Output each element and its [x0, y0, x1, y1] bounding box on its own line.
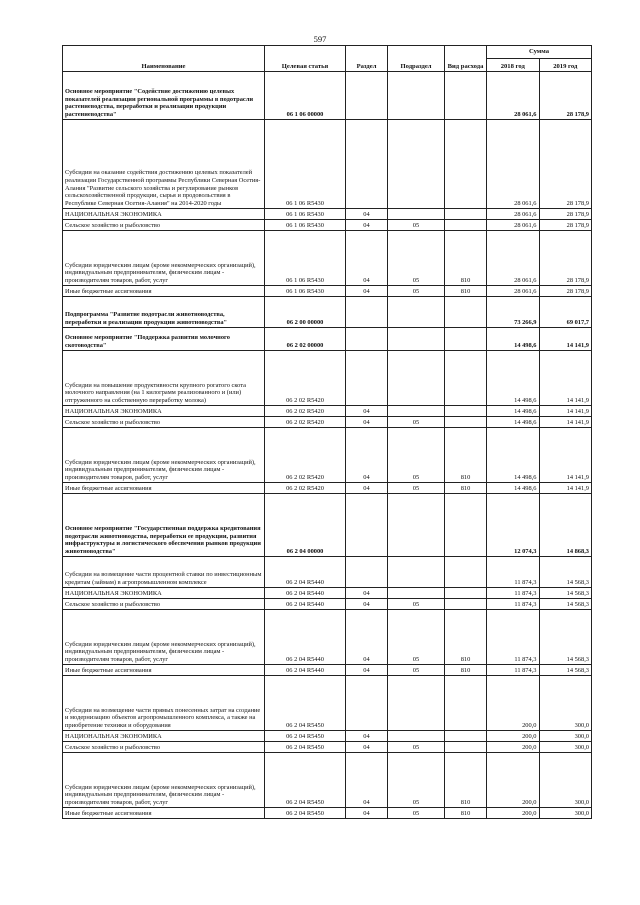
row-expense-type: [445, 676, 487, 731]
row-expense-type: [445, 406, 487, 417]
row-section: [346, 557, 388, 588]
row-target-code: 06 2 02 R5420: [265, 406, 346, 417]
row-amount-2019: 300,0: [539, 808, 592, 819]
row-name: Субсидии на возмещение части прямых понесенных затрат на создание и модернизацию объектов агропромышленного комплекса, а также на приобретение техники и оборудования: [63, 676, 265, 731]
row-target-code: 06 2 04 R5450: [265, 808, 346, 819]
row-name: НАЦИОНАЛЬНАЯ ЭКОНОМИКА: [63, 209, 265, 220]
header-sum: Сумма: [487, 46, 592, 59]
table-row: [63, 676, 592, 731]
row-amount-2018: 28 061,6: [487, 231, 540, 286]
header-year-2019: 2019 год: [539, 59, 592, 72]
row-section: 04: [346, 742, 388, 753]
row-subsection: 05: [388, 286, 445, 297]
row-subsection: 05: [388, 483, 445, 494]
row-amount-2019: 14 568,3: [539, 665, 592, 676]
row-expense-type: [445, 417, 487, 428]
row-target-code: 06 1 06 R5430: [265, 209, 346, 220]
row-section: 04: [346, 428, 388, 483]
row-name: Субсидии юридическим лицам (кроме некоммерческих организаций), индивидуальным предпринимателям, физическим лицам - производителям товаров, работ, услуг: [63, 610, 265, 665]
row-name: Иные бюджетные ассигнования: [63, 665, 265, 676]
row-target-code: 06 1 06 R5430: [265, 220, 346, 231]
header-section: Раздел: [346, 46, 388, 72]
row-expense-type: [445, 742, 487, 753]
row-section: [346, 297, 388, 328]
row-subsection: [388, 297, 445, 328]
row-amount-2018: 14 498,6: [487, 328, 540, 351]
row-expense-type: 810: [445, 808, 487, 819]
table-row: [63, 588, 592, 599]
row-target-code: 06 2 02 R5420: [265, 428, 346, 483]
row-expense-type: 810: [445, 428, 487, 483]
budget-table: [62, 45, 592, 819]
row-section: [346, 72, 388, 120]
row-target-code: 06 1 06 R5430: [265, 231, 346, 286]
row-expense-type: [445, 731, 487, 742]
row-subsection: [388, 731, 445, 742]
row-expense-type: [445, 599, 487, 610]
row-section: 04: [346, 599, 388, 610]
row-subsection: [388, 588, 445, 599]
row-target-code: 06 2 02 R5420: [265, 351, 346, 406]
table-row: [63, 494, 592, 557]
row-amount-2019: 14 141,9: [539, 328, 592, 351]
row-name: НАЦИОНАЛЬНАЯ ЭКОНОМИКА: [63, 731, 265, 742]
table-row: [63, 483, 592, 494]
row-amount-2019: 69 017,7: [539, 297, 592, 328]
row-target-code: 06 2 04 R5440: [265, 588, 346, 599]
row-amount-2018: 14 498,6: [487, 428, 540, 483]
row-amount-2019: 14 141,9: [539, 406, 592, 417]
row-target-code: 06 2 04 R5440: [265, 599, 346, 610]
row-section: 04: [346, 231, 388, 286]
row-section: 04: [346, 406, 388, 417]
row-amount-2018: 12 074,3: [487, 494, 540, 557]
row-section: 04: [346, 483, 388, 494]
row-amount-2019: 14 141,9: [539, 483, 592, 494]
row-subsection: [388, 351, 445, 406]
row-subsection: [388, 676, 445, 731]
row-amount-2019: 28 178,9: [539, 120, 592, 209]
row-target-code: 06 1 06 R5430: [265, 286, 346, 297]
row-amount-2018: 11 874,3: [487, 599, 540, 610]
row-subsection: [388, 209, 445, 220]
row-amount-2019: 28 178,9: [539, 209, 592, 220]
table-row: [63, 297, 592, 328]
row-name: Иные бюджетные ассигнования: [63, 808, 265, 819]
row-expense-type: [445, 209, 487, 220]
row-section: 04: [346, 753, 388, 808]
table-row: [63, 209, 592, 220]
row-subsection: 05: [388, 665, 445, 676]
row-name: Сельское хозяйство и рыболовство: [63, 220, 265, 231]
table-body: [63, 72, 592, 819]
table-header: [63, 46, 592, 72]
row-amount-2018: 28 061,6: [487, 209, 540, 220]
row-name: Основное мероприятие "Содействие достижению целевых показателей реализации региональной программы в подотрасли растениеводства, переработки и реализации продукции растениеводства": [63, 72, 265, 120]
row-name: Подпрограмма "Развитие подотрасли животноводства, переработки и реализации продукции животноводства": [63, 297, 265, 328]
row-target-code: 06 1 06 00000: [265, 72, 346, 120]
row-subsection: 05: [388, 808, 445, 819]
row-expense-type: 810: [445, 231, 487, 286]
row-expense-type: 810: [445, 610, 487, 665]
row-target-code: 06 2 04 R5450: [265, 731, 346, 742]
row-subsection: 05: [388, 231, 445, 286]
row-section: [346, 328, 388, 351]
row-amount-2018: 14 498,6: [487, 483, 540, 494]
row-amount-2018: 14 498,6: [487, 406, 540, 417]
row-amount-2018: 200,0: [487, 808, 540, 819]
row-expense-type: 810: [445, 753, 487, 808]
row-amount-2018: 28 061,6: [487, 286, 540, 297]
row-target-code: 06 2 04 R5450: [265, 742, 346, 753]
row-subsection: 05: [388, 220, 445, 231]
row-section: 04: [346, 610, 388, 665]
page-number: 597: [313, 34, 327, 44]
row-section: 04: [346, 209, 388, 220]
row-subsection: [388, 494, 445, 557]
row-amount-2018: 200,0: [487, 676, 540, 731]
row-name: Субсидии юридическим лицам (кроме некоммерческих организаций), индивидуальным предпринимателям, физическим лицам - производителям товаров, работ, услуг: [63, 231, 265, 286]
table-row: [63, 557, 592, 588]
row-subsection: 05: [388, 610, 445, 665]
row-name: Сельское хозяйство и рыболовство: [63, 417, 265, 428]
header-name: Наименование: [63, 46, 265, 72]
row-target-code: 06 2 02 R5420: [265, 483, 346, 494]
row-subsection: 05: [388, 742, 445, 753]
table-row: [63, 406, 592, 417]
row-section: 04: [346, 731, 388, 742]
row-target-code: 06 1 06 R5430: [265, 120, 346, 209]
row-amount-2019: 300,0: [539, 676, 592, 731]
row-expense-type: [445, 328, 487, 351]
row-subsection: [388, 557, 445, 588]
table-row: [63, 417, 592, 428]
row-expense-type: [445, 120, 487, 209]
row-amount-2018: 11 874,3: [487, 557, 540, 588]
header-target: Целевая статья: [265, 46, 346, 72]
table-row: [63, 610, 592, 665]
row-amount-2019: 14 868,3: [539, 494, 592, 557]
row-amount-2018: 28 061,6: [487, 220, 540, 231]
row-amount-2019: 14 141,9: [539, 417, 592, 428]
row-section: 04: [346, 665, 388, 676]
row-amount-2018: 28 061,6: [487, 72, 540, 120]
row-name: Иные бюджетные ассигнования: [63, 286, 265, 297]
table-row: [63, 428, 592, 483]
table-row: [63, 808, 592, 819]
row-expense-type: [445, 557, 487, 588]
row-target-code: 06 2 00 00000: [265, 297, 346, 328]
table-row: [63, 753, 592, 808]
row-amount-2019: 28 178,9: [539, 286, 592, 297]
row-target-code: 06 2 04 R5440: [265, 610, 346, 665]
table-row: [63, 231, 592, 286]
row-expense-type: [445, 494, 487, 557]
row-name: Основное мероприятие "Поддержка развития молочного скотоводства": [63, 328, 265, 351]
row-section: 04: [346, 588, 388, 599]
row-amount-2018: 200,0: [487, 731, 540, 742]
row-expense-type: [445, 220, 487, 231]
row-target-code: 06 2 02 R5420: [265, 417, 346, 428]
header-expense-type: Вид расхода: [445, 46, 487, 72]
row-expense-type: 810: [445, 483, 487, 494]
row-section: 04: [346, 220, 388, 231]
row-section: [346, 676, 388, 731]
row-section: [346, 494, 388, 557]
table-row: [63, 72, 592, 120]
table-row: [63, 328, 592, 351]
row-name: Субсидии юридическим лицам (кроме некоммерческих организаций), индивидуальным предпринимателям, физическим лицам - производителям товаров, работ, услуг: [63, 753, 265, 808]
row-amount-2019: 14 568,3: [539, 599, 592, 610]
row-subsection: [388, 72, 445, 120]
row-amount-2019: 14 568,3: [539, 588, 592, 599]
row-subsection: [388, 406, 445, 417]
row-subsection: 05: [388, 417, 445, 428]
row-target-code: 06 2 04 R5450: [265, 753, 346, 808]
row-subsection: 05: [388, 753, 445, 808]
row-name: Иные бюджетные ассигнования: [63, 483, 265, 494]
row-amount-2018: 11 874,3: [487, 588, 540, 599]
row-amount-2019: 14 568,3: [539, 557, 592, 588]
row-section: [346, 351, 388, 406]
header-subsection: Подраздел: [388, 46, 445, 72]
table-row: [63, 220, 592, 231]
row-amount-2018: 11 874,3: [487, 665, 540, 676]
row-subsection: 05: [388, 599, 445, 610]
row-expense-type: [445, 72, 487, 120]
row-section: 04: [346, 417, 388, 428]
row-subsection: [388, 328, 445, 351]
row-name: Субсидии на оказание содействия достижению целевых показателей реализации Государственной программы Республики Северная Осетия-Алания "Развитие сельского хозяйства и регулирование рынков сельскохозяйственной продукции, сырья и продовольствия в Республике Северная Осетия-Алания" на 2014-2020 годы: [63, 120, 265, 209]
row-name: Сельское хозяйство и рыболовство: [63, 742, 265, 753]
table-row: [63, 599, 592, 610]
row-subsection: 05: [388, 428, 445, 483]
row-name: Субсидии на возмещение части процентной ставки по инвестиционным кредитам (займам) в агропромышленном комплексе: [63, 557, 265, 588]
row-amount-2018: 14 498,6: [487, 351, 540, 406]
row-amount-2018: 28 061,6: [487, 120, 540, 209]
row-target-code: 06 2 04 R5450: [265, 676, 346, 731]
row-name: Основное мероприятие "Государственная поддержка кредитования подотрасли животноводства, переработки ее продукции, развития инфраструктуры и логистического обеспечения рынков продукции животноводства": [63, 494, 265, 557]
header-year-2018: 2018 год: [487, 59, 540, 72]
row-amount-2019: 14 568,3: [539, 610, 592, 665]
row-amount-2019: 28 178,9: [539, 220, 592, 231]
row-expense-type: 810: [445, 286, 487, 297]
row-expense-type: 810: [445, 665, 487, 676]
row-amount-2018: 200,0: [487, 753, 540, 808]
row-amount-2019: 300,0: [539, 742, 592, 753]
table-row: [63, 286, 592, 297]
row-name: Субсидии юридическим лицам (кроме некоммерческих организаций), индивидуальным предпринимателям, физическим лицам - производителям товаров, работ, услуг: [63, 428, 265, 483]
row-amount-2019: 300,0: [539, 731, 592, 742]
row-amount-2019: 300,0: [539, 753, 592, 808]
row-amount-2019: 28 178,9: [539, 72, 592, 120]
table-row: [63, 120, 592, 209]
row-target-code: 06 2 04 R5440: [265, 665, 346, 676]
row-section: [346, 120, 388, 209]
row-target-code: 06 2 04 00000: [265, 494, 346, 557]
row-amount-2019: 28 178,9: [539, 231, 592, 286]
row-section: 04: [346, 808, 388, 819]
row-amount-2018: 14 498,6: [487, 417, 540, 428]
row-expense-type: [445, 351, 487, 406]
row-target-code: 06 2 02 00000: [265, 328, 346, 351]
row-name: Субсидии на повышение продуктивности крупного рогатого скота молочного направления (на 1 килограмм реализованного и (или) отгруженного на собственную переработку молока): [63, 351, 265, 406]
row-name: НАЦИОНАЛЬНАЯ ЭКОНОМИКА: [63, 588, 265, 599]
row-target-code: 06 2 04 R5440: [265, 557, 346, 588]
row-amount-2019: 14 141,9: [539, 351, 592, 406]
table-row: [63, 665, 592, 676]
row-expense-type: [445, 588, 487, 599]
row-section: 04: [346, 286, 388, 297]
row-amount-2019: 14 141,9: [539, 428, 592, 483]
table-row: [63, 731, 592, 742]
row-amount-2018: 11 874,3: [487, 610, 540, 665]
row-expense-type: [445, 297, 487, 328]
row-name: НАЦИОНАЛЬНАЯ ЭКОНОМИКА: [63, 406, 265, 417]
row-amount-2018: 200,0: [487, 742, 540, 753]
row-subsection: [388, 120, 445, 209]
row-amount-2018: 73 266,9: [487, 297, 540, 328]
table-row: [63, 351, 592, 406]
table-row: [63, 742, 592, 753]
row-name: Сельское хозяйство и рыболовство: [63, 599, 265, 610]
